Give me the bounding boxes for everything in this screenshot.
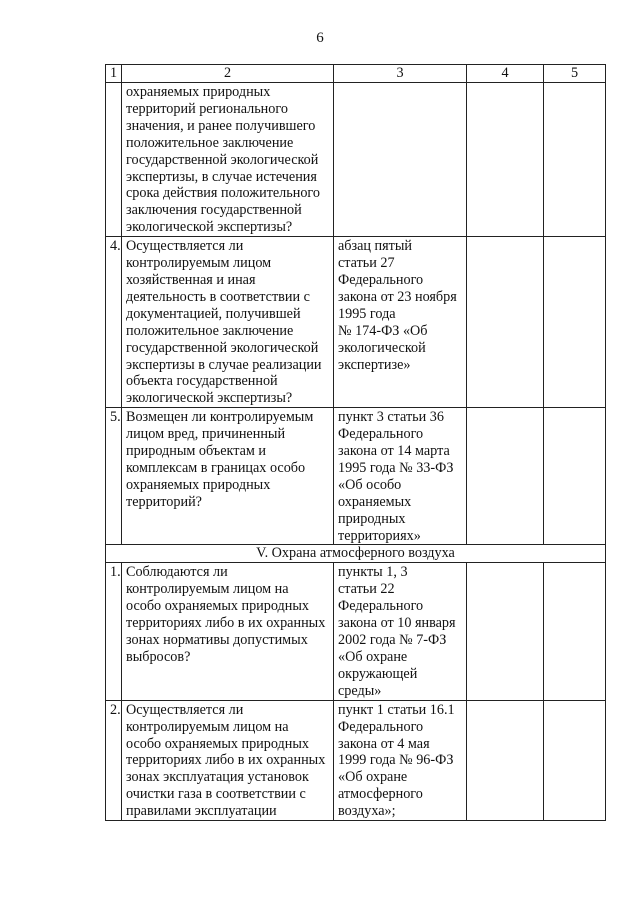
question-cell [122,83,334,237]
answer-cell-5 [544,563,606,700]
question-text: Соблюдаются ли контролируемым лицом на особо охраняемых природных территориях либо в их охранных зонах нормативы допустимых выбросов? [126,564,326,665]
question-text: Возмещен ли контролируемым лицом вред, причиненный природным объектам и комплексам в границах особо охраняемых природных территорий? [126,409,314,510]
question-cell [122,563,334,700]
answer-cell-4 [467,408,544,545]
question-cell [122,700,334,820]
header-cell-3: 3 [334,65,467,83]
table-header-row [106,65,606,83]
row-number: 2. [106,700,122,820]
header-cell-5: 5 [544,65,606,83]
reference-text: пункт 1 статьи 16.1 Федерального закона от 4 мая 1999 года № 96-ФЗ «Об охране атмосферного воздуха»; [338,701,455,820]
reference-cell [334,237,467,408]
reference-cell [334,83,467,237]
header-cell-4: 4 [467,65,544,83]
header-cell-2: 2 [122,65,334,83]
reference-cell [334,700,467,820]
table-row [106,237,606,408]
answer-cell-5 [544,700,606,820]
table-row [106,408,606,545]
question-text: Осуществляется ли контролируемым лицом хозяйственная и иная деятельность в соответствии с документацией, получившей положительное заключение государственной экологической экспертизы в случае реализации объекта государственной экологической экспертизы? [126,238,322,407]
answer-cell-4 [467,83,544,237]
answer-cell-5 [544,237,606,408]
reference-text: абзац пятый статьи 27 Федерального закона от 23 ноября 1995 года № 174-ФЗ «Об экологической экспертизе» [338,238,457,373]
header-cell-1: 1 [106,65,122,83]
reference-text: пункт 3 статьи 36 Федерального закона от 14 марта 1995 года № 33-ФЗ «Об особо охраняемых природных территориях» [338,409,454,544]
question-cell [122,408,334,545]
answer-cell-5 [544,408,606,545]
answer-cell-4 [467,563,544,700]
section-title: V. Охрана атмосферного воздуха [106,545,606,563]
reference-cell [334,563,467,700]
question-text: Осуществляется ли контролируемым лицом на особо охраняемых природных территориях либо в их охранных зонах эксплуатация установок очистки газа в соответствии с правилами эксплуатации [126,701,326,820]
table-row [106,563,606,700]
table-row [106,83,606,237]
table-row [106,700,606,820]
checklist-table [105,64,606,821]
question-text: охраняемых природных территорий регионального значения, и ранее получившего положительное заключение государственной экологической экспертизы, в случае истечения срока действия положительного заключения государственной экологической экспертизы? [126,84,320,236]
question-cell [122,237,334,408]
reference-text: пункты 1, 3 статьи 22 Федерального закона от 10 января 2002 года № 7-ФЗ «Об охране окружающей среды» [338,564,456,699]
section-row [106,545,606,563]
row-number: 4. [106,237,122,408]
reference-cell [334,408,467,545]
answer-cell-4 [467,237,544,408]
answer-cell-5 [544,83,606,237]
page-number: 6 [316,30,324,46]
row-number: 5. [106,408,122,545]
row-number [106,83,122,237]
row-number: 1. [106,563,122,700]
answer-cell-4 [467,700,544,820]
